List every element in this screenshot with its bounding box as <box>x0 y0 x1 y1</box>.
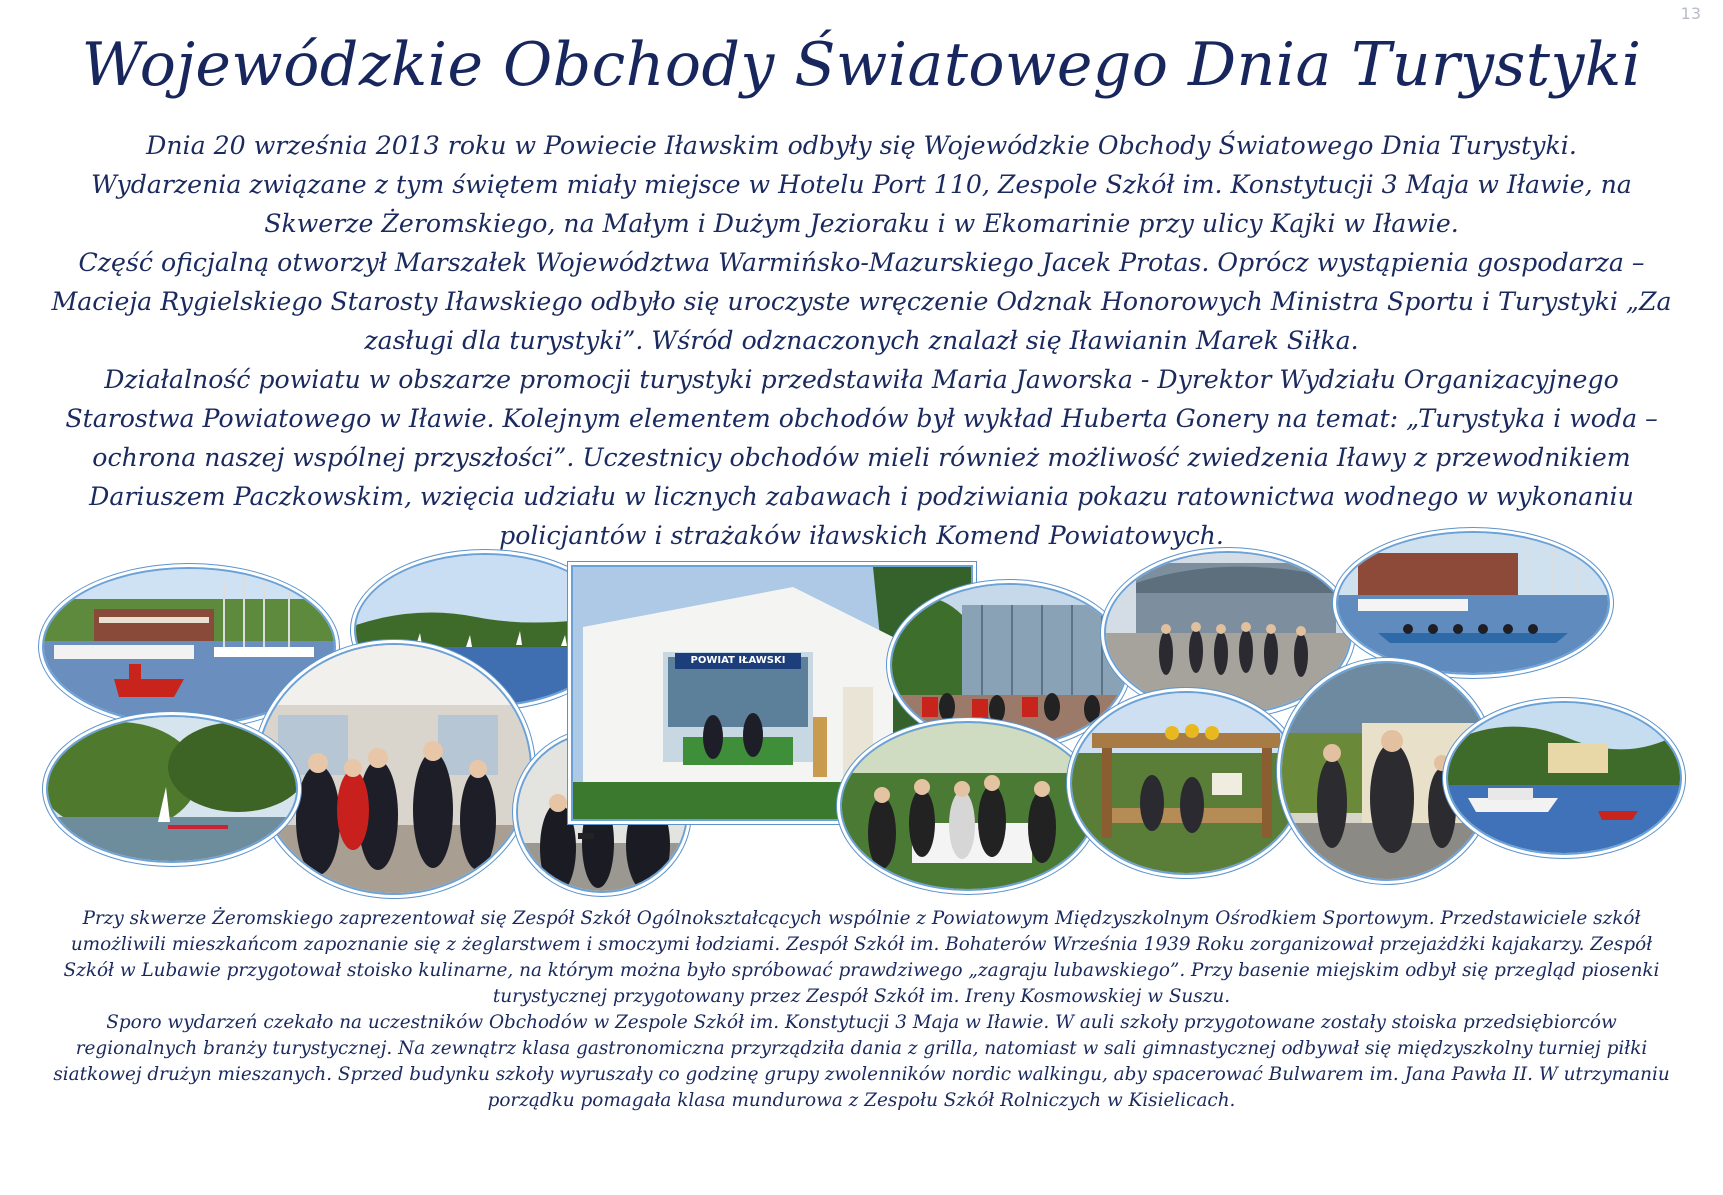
intro-paragraph-3: Część oficjalną otworzył Marszałek Województwa Warmińsko-Mazurskiego Jacek Protas. Oprócz wystąpienia gospodarza – Macieja Rygielskiego Starosty Iławskiego odbyło się uroczyste wręczenie Odznak Honorowych Ministra Sportu i Turystyki „Za zasługi dla turystyki”. Wśród odznaczonych znalazł się Iławianin Marek Siłka. <box>51 248 1672 355</box>
intro-paragraph-1: Dnia 20 września 2013 roku w Powiecie Iławskim odbyły się Wojewódzkie Obchody Światowego Dnia Turystyki. <box>146 131 1577 160</box>
photo-culinary-stand <box>1072 693 1300 873</box>
photo-hall-guests <box>258 645 530 893</box>
intro-text <box>40 126 1683 555</box>
intro-paragraph-2: Wydarzenia związane z tym świętem miały miejsce w Hotelu Port 110, Zespole Szkół im. Konstytucji 3 Maja w Iławie, na Skwerze Żeromskiego, na Małym i Dużym Jezioraku i w Ekomarinie przy ulicy Kajki w Iławie. <box>91 170 1632 238</box>
photo-collage <box>0 555 1723 885</box>
photo-students-outdoors <box>842 723 1094 889</box>
intro-paragraph-4: Działalność powiatu w obszarze promocji turystyki przedstawiła Maria Jaworska - Dyrektor Wydziału Organizacyjnego Starostwa Powiatowego w Iławie. Kolejnym elementem obchodów był wykład Huberta Gonery na temat: „Turystyka i woda – ochrona naszej wspólnej przyszłości”. Uczestnicy obchodów mieli również możliwość zwiedzenia Iławy z przewodnikiem Dariuszem Paczkowskim, wzięcia udziału w licznych zabawach i podziwiania pokazu ratownictwa wodnego w wykonaniu policjantów i strażaków iławskich Komend Powiatowych. <box>65 365 1658 550</box>
page-number-mark: 13 <box>1680 4 1701 23</box>
stand-banner: POWIAT IŁAWSKI <box>675 653 801 669</box>
page-title: Wojewódzkie Obchody Światowego Dnia Turystyki <box>81 30 1642 100</box>
closing-paragraph-2: Sporo wydarzeń czekało na uczestników Obchodów w Zespole Szkół im. Konstytucji 3 Maja w Iławie. W auli szkoły przygotowane zostały stoiska przedsiębiorców regionalnych branży turystycznej. Na zewnątrz klasa gastronomiczna przyrządziła dania z grilla, natomiast w sali gimnastycznej odbywał się międzyszkolny turniej piłki siatkowej drużyn mieszanych. Sprzed budynku szkoły wyruszały co godzinę grupy zwolenników nordic walkingu, aby spacerować Bulwarem im. Jana Pawła II. W utrzymaniu porządku pomagała klasa mundurowa z Zespołu Szkół Rolniczych w Kisielicach. <box>53 1012 1670 1111</box>
photo-willow-sailboat <box>48 717 296 861</box>
closing-text <box>50 906 1673 1114</box>
photo-rescue-boat <box>1448 703 1680 853</box>
photo-dragon-boats <box>1338 533 1608 673</box>
closing-paragraph-1: Przy skwerze Żeromskiego zaprezentował się Zespół Szkół Ogólnokształcących wspólnie z Powiatowym Międzyszkolnym Ośrodkiem Sportowym. Przedstawiciele szkół umożliwili mieszkańcom zapoznanie się z żeglarstwem i smoczymi łodziami. Zespół Szkół im. Bohaterów Września 1939 Roku zorganizował przejażdżki kajakarzy. Zespół Szkół w Lubawie przygotował stoisko kulinarne, na którym można było spróbować prawdziwego „zagraju lubawskiego”. Przy basenie miejskim odbył się przegląd piosenki turystycznej przygotowany przez Zespół Szkół im. Ireny Kosmowskiej w Suszu. <box>63 908 1660 1007</box>
